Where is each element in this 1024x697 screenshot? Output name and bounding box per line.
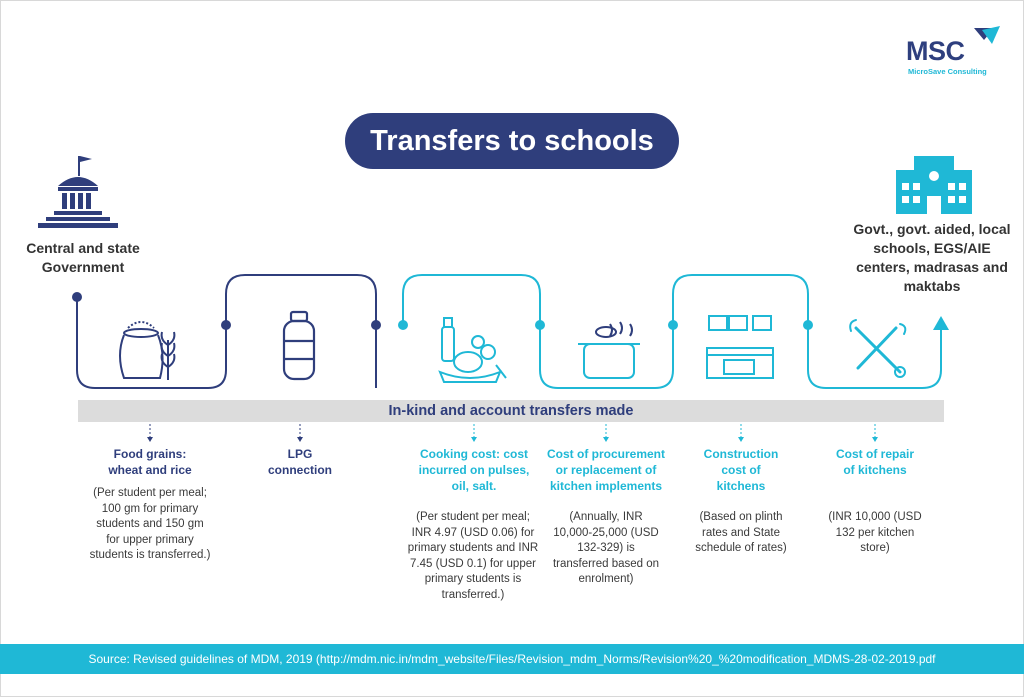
- gas-cylinder-icon: [284, 312, 314, 379]
- title-banner: Transfers to schools: [345, 113, 679, 169]
- flow-path-segment-2: [226, 275, 376, 388]
- logo-subtitle: MicroSave Consulting: [908, 67, 987, 76]
- flow-arrowhead: [933, 316, 949, 330]
- flow-path-segment-6: [808, 322, 941, 388]
- flow-path-segment-3: [403, 275, 540, 325]
- transfer-heading: Construction cost of kitchens: [703, 447, 779, 493]
- flow-node: [668, 320, 678, 330]
- transfer-detail: (Based on plinth rates and State schedule of rates): [695, 511, 787, 554]
- flow-path-segment-5: [673, 275, 808, 325]
- government-building-icon: [38, 156, 118, 228]
- flow-node: [72, 292, 82, 302]
- transfer-detail: (INR 10,000 (USD 132 per kitchen store): [828, 511, 922, 554]
- transfer-heading: LPG connection: [267, 447, 332, 477]
- flow-node: [398, 320, 408, 330]
- kitchen-icon: [707, 316, 773, 378]
- flow-node: [371, 320, 381, 330]
- flow-node: [803, 320, 813, 330]
- transfer-heading: Cooking cost: cost incurred on pulses, oil, salt.: [418, 447, 530, 493]
- transfer-heading: Food grains: wheat and rice: [108, 447, 192, 477]
- transfer-detail: (Per student per meal; INR 4.97 (USD 0.06) for primary students and INR 7.45 (USD 0.1) for upper primary students is transferred.): [407, 511, 539, 601]
- cooking-pot-icon: [578, 322, 640, 378]
- transfer-detail: (Per student per meal; 100 gm for primary students and 150 gm for upper primary students is transferred.): [89, 487, 211, 561]
- destination-label: Govt., govt. aided, local schools, EGS/AIE centers, madrasas and maktabs: [853, 221, 1011, 294]
- source-label: Central and state Government: [26, 240, 140, 275]
- grain-sack-icon: [120, 322, 174, 380]
- transfer-heading: Cost of repair of kitchens: [835, 447, 914, 477]
- groceries-icon: [440, 318, 506, 382]
- flow-node: [535, 320, 545, 330]
- transfers-band: In-kind and account transfers made: [78, 400, 944, 422]
- logo-name: MSC: [906, 36, 965, 66]
- flow-path-segment-1: [77, 297, 226, 388]
- transfer-detail: (Annually, INR 10,000-25,000 (USD 132-329) is transferred based on enrolment): [552, 511, 660, 585]
- flow-node: [221, 320, 231, 330]
- source-footer: Source: Revised guidelines of MDM, 2019 (http://mdm.nic.in/mdm_website/Files/Revision_mdm_Norms/Revision%20_%20modification_MDMS-28-02-2019.pdf: [0, 644, 1024, 674]
- tools-icon: [850, 320, 905, 377]
- transfer-heading: Cost of procurement or replacement of kitchen implements: [546, 447, 665, 493]
- school-building-icon: [896, 156, 972, 214]
